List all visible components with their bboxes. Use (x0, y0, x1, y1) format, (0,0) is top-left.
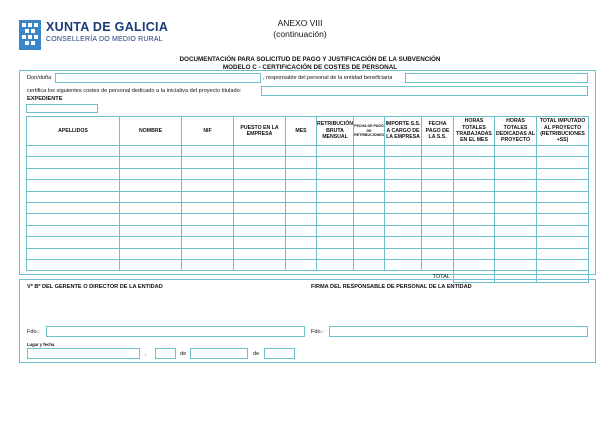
table-cell[interactable] (27, 259, 120, 270)
table-cell[interactable] (354, 191, 385, 202)
table-cell[interactable] (354, 146, 385, 157)
col-puesto-header: PUESTO EN LA EMPRESA (234, 117, 286, 146)
xunta-logo-icon (19, 20, 41, 50)
table-cell[interactable] (286, 180, 317, 191)
table-cell[interactable] (317, 259, 354, 270)
table-cell[interactable] (317, 248, 354, 259)
table-cell[interactable] (286, 225, 317, 236)
table-cell[interactable] (286, 168, 317, 179)
table-row (27, 157, 589, 168)
table-cell[interactable] (234, 168, 286, 179)
table-row (27, 168, 589, 179)
table-cell[interactable] (27, 225, 120, 236)
table-cell[interactable] (234, 259, 286, 270)
table-cell[interactable] (286, 191, 317, 202)
table-cell[interactable] (422, 225, 454, 236)
table-cell[interactable] (422, 180, 454, 191)
table-cell[interactable] (286, 259, 317, 270)
table-cell[interactable] (234, 157, 286, 168)
table-cell[interactable] (422, 191, 454, 202)
table-cell[interactable] (234, 214, 286, 225)
table-row (27, 225, 589, 236)
don-name-field[interactable] (55, 73, 261, 83)
table-cell[interactable] (317, 225, 354, 236)
table-cell[interactable] (317, 180, 354, 191)
table-cell[interactable] (385, 259, 422, 270)
table-cell[interactable] (120, 225, 182, 236)
vobo-label: Vº Bº DEL GERENTE O DIRECTOR DE LA ENTIDAD (27, 284, 163, 290)
table-cell[interactable] (537, 214, 589, 225)
table-cell[interactable] (385, 214, 422, 225)
col-total-imputado-header: TOTAL IMPUTADO AL PROYECTO (RETRIBUCIONES +SS) (537, 117, 589, 146)
table-cell[interactable] (537, 202, 589, 213)
personnel-cost-table (26, 116, 589, 283)
table-cell[interactable] (354, 180, 385, 191)
table-cell[interactable] (182, 180, 234, 191)
col-importe-ss-header: IMPORTE S.S. A CARGO DE LA EMPRESA (385, 117, 422, 146)
table-cell[interactable] (27, 237, 120, 248)
entity-name-field[interactable] (405, 73, 588, 83)
table-cell[interactable] (537, 225, 589, 236)
table-cell[interactable] (234, 146, 286, 157)
firma-responsable-label: FIRMA DEL RESPONSABLE DE PERSONAL DE LA ENTIDAD (311, 284, 472, 290)
table-cell[interactable] (27, 180, 120, 191)
responsable-label: , responsable del personal de la entidad beneficiaria (263, 75, 393, 81)
table-cell[interactable] (495, 168, 537, 179)
table-cell[interactable] (182, 157, 234, 168)
document-title-line1: DOCUMENTACIÓN PARA SOLICITUD DE PAGO Y JUSTIFICACIÓN DE LA SUBVENCIÓN (179, 56, 441, 63)
table-cell[interactable] (537, 146, 589, 157)
table-cell[interactable] (27, 214, 120, 225)
table-cell[interactable] (354, 259, 385, 270)
table-cell[interactable] (422, 157, 454, 168)
fdo-label-right: Fdo.: (311, 329, 324, 335)
table-cell[interactable] (495, 202, 537, 213)
table-cell[interactable] (234, 202, 286, 213)
table-cell[interactable] (234, 225, 286, 236)
certifica-label: certifica los siguientes costes de personal dedicado a la iniciativa del proyecto titulado: (27, 88, 242, 94)
table-cell[interactable] (354, 225, 385, 236)
table-cell[interactable] (454, 259, 495, 270)
table-cell[interactable] (317, 237, 354, 248)
table-cell[interactable] (385, 146, 422, 157)
table-row (27, 237, 589, 248)
table-cell[interactable] (182, 237, 234, 248)
table-cell[interactable] (495, 146, 537, 157)
table-cell[interactable] (385, 225, 422, 236)
annex-heading (230, 18, 370, 40)
day-field[interactable] (155, 348, 176, 359)
col-apellidos-header: APELLIDOS (27, 117, 120, 146)
table-cell[interactable] (354, 168, 385, 179)
table-cell[interactable] (286, 146, 317, 157)
table-cell[interactable] (120, 157, 182, 168)
table-cell[interactable] (422, 214, 454, 225)
table-cell[interactable] (495, 237, 537, 248)
table-row (27, 191, 589, 202)
table-row (27, 202, 589, 213)
table-cell[interactable] (537, 191, 589, 202)
table-cell[interactable] (454, 146, 495, 157)
table-row (27, 180, 589, 191)
month-field[interactable] (190, 348, 248, 359)
table-cell[interactable] (182, 248, 234, 259)
table-cell[interactable] (317, 168, 354, 179)
table-cell[interactable] (385, 180, 422, 191)
table-cell[interactable] (537, 248, 589, 259)
table-cell[interactable] (495, 214, 537, 225)
table-cell[interactable] (27, 168, 120, 179)
table-cell[interactable] (354, 157, 385, 168)
table-cell[interactable] (120, 191, 182, 202)
table-cell[interactable] (234, 237, 286, 248)
table-cell[interactable] (495, 191, 537, 202)
fdo-signature-field-right[interactable] (329, 326, 588, 337)
table-cell[interactable] (234, 180, 286, 191)
table-cell[interactable] (27, 191, 120, 202)
table-cell[interactable] (317, 157, 354, 168)
de-label-1: de (180, 351, 187, 357)
table-cell[interactable] (422, 237, 454, 248)
document-title-line2: MODELO C - CERTIFICACIÓN DE COSTES DE PERSONAL (222, 64, 398, 71)
table-cell[interactable] (120, 259, 182, 270)
table-cell[interactable] (120, 237, 182, 248)
table-cell[interactable] (120, 214, 182, 225)
fdo-signature-field-left[interactable] (46, 326, 305, 337)
table-row (27, 259, 589, 270)
table-cell[interactable] (422, 168, 454, 179)
table-cell[interactable] (537, 180, 589, 191)
table-cell[interactable] (286, 202, 317, 213)
table-cell[interactable] (182, 202, 234, 213)
table-cell[interactable] (385, 202, 422, 213)
table-cell[interactable] (286, 157, 317, 168)
table-cell[interactable] (182, 191, 234, 202)
table-cell[interactable] (234, 191, 286, 202)
table-cell[interactable] (120, 146, 182, 157)
table-cell[interactable] (537, 157, 589, 168)
col-horas-proyecto-header: HORAS TOTALES DEDICADAS AL PROYECTO (495, 117, 537, 146)
table-cell[interactable] (286, 237, 317, 248)
expediente-label: EXPEDIENTE (27, 96, 63, 102)
year-field[interactable] (264, 348, 295, 359)
table-cell[interactable] (422, 202, 454, 213)
table-cell[interactable] (27, 248, 120, 259)
table-cell[interactable] (454, 225, 495, 236)
lugar-fecha-label: Lugar y fecha (27, 342, 55, 347)
table-cell[interactable] (537, 168, 589, 179)
annex-subtitle: (continuación) (273, 29, 327, 39)
col-mes-header: MES (286, 117, 317, 146)
table-cell[interactable] (120, 180, 182, 191)
annex-title: ANEXO VIII (277, 18, 323, 28)
table-cell[interactable] (385, 191, 422, 202)
comma-separator: , (145, 351, 147, 357)
expediente-field[interactable] (26, 104, 98, 113)
table-cell[interactable] (354, 214, 385, 225)
table-cell[interactable] (27, 146, 120, 157)
table-cell[interactable] (354, 202, 385, 213)
table-cell[interactable] (385, 168, 422, 179)
table-cell[interactable] (537, 259, 589, 270)
table-cell[interactable] (317, 202, 354, 213)
fdo-label-left: Fdo.: (27, 329, 40, 335)
table-cell[interactable] (234, 248, 286, 259)
table-cell[interactable] (385, 237, 422, 248)
col-fecha-pago-ss-header: FECHA PAGO DE LA S.S. (422, 117, 454, 146)
table-cell[interactable] (120, 248, 182, 259)
table-cell[interactable] (454, 202, 495, 213)
table-cell[interactable] (454, 191, 495, 202)
table-cell[interactable] (286, 248, 317, 259)
table-row (27, 214, 589, 225)
table-cell[interactable] (422, 259, 454, 270)
table-cell[interactable] (385, 157, 422, 168)
table-cell[interactable] (120, 168, 182, 179)
table-cell[interactable] (286, 214, 317, 225)
table-cell[interactable] (182, 168, 234, 179)
table-cell[interactable] (422, 248, 454, 259)
table-cell[interactable] (27, 202, 120, 213)
table-header-row (27, 117, 589, 146)
table-cell[interactable] (495, 157, 537, 168)
col-retribucion-header: RETRIBUCIÓN BRUTA MENSUAL (317, 117, 354, 146)
table-cell[interactable] (537, 237, 589, 248)
table-cell[interactable] (354, 248, 385, 259)
table-row (27, 146, 589, 157)
table-cell[interactable] (454, 180, 495, 191)
table-cell[interactable] (495, 225, 537, 236)
table-cell[interactable] (317, 146, 354, 157)
table-cell[interactable] (27, 157, 120, 168)
de-label-2: de (253, 351, 260, 357)
table-cell[interactable] (182, 225, 234, 236)
table-cell[interactable] (495, 259, 537, 270)
table-cell[interactable] (454, 157, 495, 168)
table-cell[interactable] (182, 259, 234, 270)
table-cell[interactable] (422, 146, 454, 157)
col-horas-mes-header: HORAS TOTALES TRABAJADAS EN EL MES (454, 117, 495, 146)
table-row (27, 248, 589, 259)
lugar-field[interactable] (27, 348, 140, 359)
col-fecha-pago-retrib-header: FECHA DE PAGO DE RETRIBUCIONES (354, 117, 385, 146)
table-cell[interactable] (182, 214, 234, 225)
table-cell[interactable] (317, 214, 354, 225)
table-cell[interactable] (454, 214, 495, 225)
don-label: Don/doña (27, 75, 52, 81)
table-cell[interactable] (120, 202, 182, 213)
table-cell[interactable] (454, 248, 495, 259)
table-cell[interactable] (495, 180, 537, 191)
table-cell[interactable] (317, 191, 354, 202)
project-title-field[interactable] (261, 86, 588, 96)
table-cell[interactable] (182, 146, 234, 157)
total-label: TOTAL (27, 271, 454, 282)
logo-subtitle: CONSELLERÍA DO MEDIO RURAL (46, 36, 163, 43)
table-cell[interactable] (454, 168, 495, 179)
col-nif-header: NIF (182, 117, 234, 146)
table-cell[interactable] (454, 237, 495, 248)
table-cell[interactable] (495, 248, 537, 259)
table-cell[interactable] (385, 248, 422, 259)
col-nombre-header: NOMBRE (120, 117, 182, 146)
table-cell[interactable] (354, 237, 385, 248)
logo-title: XUNTA DE GALICIA (46, 20, 169, 34)
